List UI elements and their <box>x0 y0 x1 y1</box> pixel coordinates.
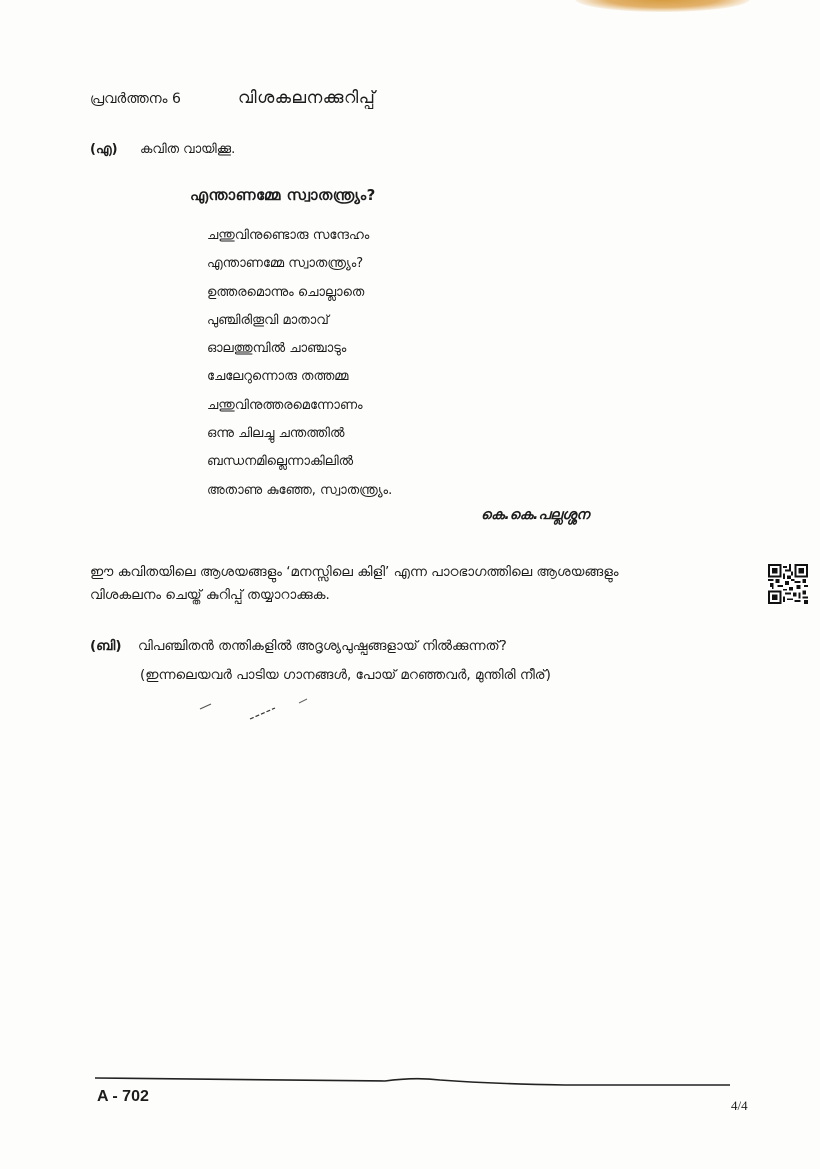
qr-code-icon <box>768 564 808 604</box>
poem-line: എന്താണമ്മേ സ്വാതന്ത്ര്യം? <box>207 256 364 272</box>
poem-line: ബന്ധനമില്ലെന്നാകിലിൽ <box>207 454 354 470</box>
pen-marks <box>195 695 325 725</box>
task-line: വിശകലനം ചെയ്ത് കുറിപ്പ് തയ്യാറാക്കുക. <box>90 587 330 603</box>
poem-line: ഒന്നു ചിലച്ചു ചന്തത്തിൽ <box>207 426 345 442</box>
page-number: 4/4 <box>731 1098 748 1113</box>
poem-line: അതാണു കുഞ്ഞേ, സ്വാതന്ത്ര്യം. <box>207 482 393 498</box>
part-b-question: വിപഞ്ചിതൻ തന്തികളിൽ അദൃശ്യപുഷ്പങ്ങളായ് നിൽക്കുന്നത്? <box>138 638 507 654</box>
poet-name: കെ.കെ.പല്ലശ്ശന <box>481 507 590 523</box>
footer-rule <box>95 1075 730 1087</box>
poem-line: ഓലത്തുമ്പിൽ ചാഞ്ചാടും <box>207 341 347 357</box>
task-line: ഈ കവിതയിലെ ആശയങ്ങളും ‘മനസ്സിലെ കിളി’ എന്ന പാഠഭാഗത്തിലെ ആശയങ്ങളും <box>90 564 619 580</box>
poem-title: എന്താണമ്മേ സ്വാതന്ത്ര്യം? <box>190 186 376 204</box>
poem-body <box>207 225 392 508</box>
part-b-marker: (ബി) <box>90 638 122 654</box>
part-b-hint: (ഇന്നലെയവർ പാടിയ ഗാനങ്ങൾ, പോയ് മറഞ്ഞവർ, മുന്തിരി നീര്) <box>140 667 551 683</box>
activity-label: പ്രവർത്തനം 6 <box>90 91 181 107</box>
poem-line: ചന്തുവിനുണ്ടൊരു സന്ദേഹം <box>207 228 370 243</box>
part-a-instruction: കവിത വായിക്കൂ. <box>140 142 236 157</box>
poem-line: ചേലേറുന്നൊരു തത്തമ്മ <box>207 369 349 385</box>
paper-stain <box>575 0 750 12</box>
activity-title: വിശകലനക്കുറിപ്പ് <box>238 88 376 108</box>
task-instruction <box>90 561 730 607</box>
part-a-marker: (എ) <box>90 142 118 157</box>
poem-line: പുഞ്ചിരിതൂവി മാതാവ് <box>207 312 329 328</box>
poem-line: ചന്തുവിനുത്തരമെന്നോണം <box>207 397 363 413</box>
paper-code: A - 702 <box>97 1088 149 1105</box>
poem-line: ഉത്തരമൊന്നും ചൊല്ലാതെ <box>207 284 365 300</box>
